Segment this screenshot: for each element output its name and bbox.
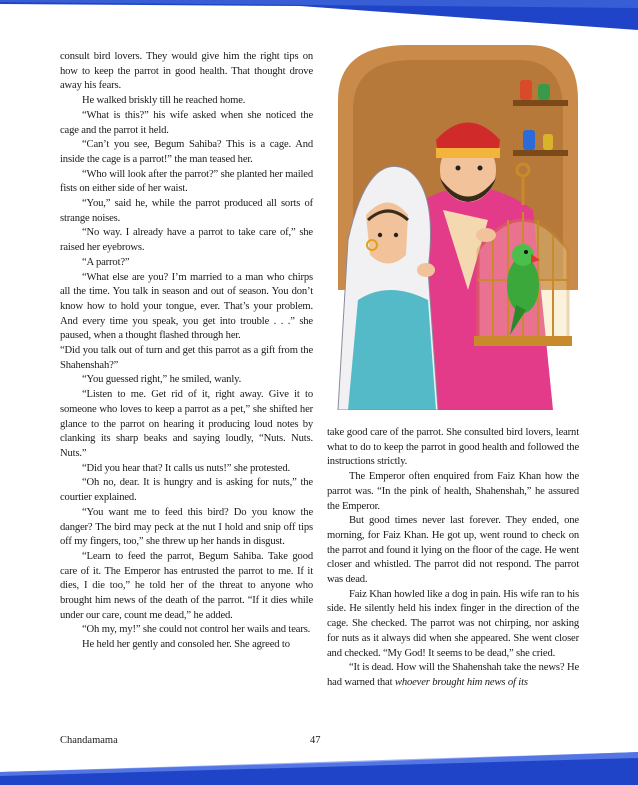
paragraph: “Learn to feed the parrot, Begum Sahiba. Take good care of it. The Emperor has entrusted the parrot to me. If it dies, I die too,” he told her of the threat to anyone who brought him news of the death of the parrot. “If it dies while under our care, count me dead,” he added. <box>60 550 313 621</box>
paragraph: “What is this?” his wife asked when she noticed the cage and the parrot it held. <box>60 109 313 136</box>
paragraph: consult bird lovers. They would give him the right tips on how to keep the parrot in good health. That thought drove away his fears. <box>60 51 313 92</box>
paragraph: The Emperor often enquired from Faiz Khan how the parrot was. “In the pink of health, Shahenshah,” he assured the Emperor. <box>327 471 579 512</box>
paragraph: Faiz Khan howled like a dog in pain. His wife ran to his side. He silently held his index finger in the direction of the cage. She checked. The parrot was not chirping, nor asking for nuts as it always did when she appeared. She went closer and checked. “My God! It seems to be dead,” she cried. <box>327 588 579 659</box>
jar-icon <box>520 80 532 100</box>
paragraph: “A parrot?” <box>82 256 130 268</box>
left-text-column <box>60 50 313 653</box>
paragraph <box>327 661 579 690</box>
paragraph: He held her gently and consoled her. She agreed to <box>82 639 290 651</box>
paragraph: “Can’t you see, Begum Sahiba? This is a cage. And inside the cage is a parrot!” the man teased her. <box>60 139 313 165</box>
paragraph: “Oh no, dear. It is hungry and is asking for nuts,” the courtier explained. <box>60 477 313 504</box>
paragraph: “What else are you? I’m married to a man who chirps all the time. You talk in season and out of season. You don’t know how to hold your tongue, ever. That’s your problem. And every time you speak, you get into trouble . . .” she paused, when a thought flashed through her. <box>60 271 313 342</box>
bottom-decorative-band <box>0 752 638 785</box>
paragraph: “Did you hear that? It calls us nuts!” she protested. <box>82 462 290 474</box>
top-decorative-band <box>0 0 638 30</box>
paragraph: “You guessed right,” he smiled, wanly. <box>82 374 242 386</box>
magazine-name: Chandamama <box>60 735 118 746</box>
paragraph: “Did you talk out of turn and get this parrot as a gift from the Shahenshah?” <box>60 345 313 371</box>
italic-text: whoever brought him news of its <box>394 676 528 688</box>
page-number: 47 <box>310 735 321 746</box>
paragraph-text: “It is dead. How will the Shahenshah take the news? He had warned that <box>327 662 579 688</box>
paragraph: He walked briskly till he reached home. <box>82 95 246 107</box>
paragraph: “You want me to feed this bird? Do you know the danger? The bird may peck at the nut I hold and snip off tips off my fingers, too,” she threw up her hands in disgust. <box>60 506 313 548</box>
jar-icon <box>538 84 550 100</box>
paragraph: But good times never last forever. They ended, one morning, for Faiz Khan. He got up, went round to check on the parrot and found it lying on the floor of the cage. He went closer and whistled. The parrot did not respond. The parrot was dead. <box>327 515 579 586</box>
paragraph: “Oh my, my!” she could not control her wails and tears. <box>82 624 311 636</box>
paragraph: “You,” said he, while the parrot produced all sorts of strange noises. <box>60 198 313 224</box>
story-illustration <box>328 40 586 410</box>
paragraph: take good care of the parrot. She consulted bird lovers, learnt what to do to keep the parrot in good health and followed the instructions strictly. <box>327 427 579 468</box>
paragraph: “Who will look after the parrot?” she planted her mailed fists on either side of her waist. <box>60 168 313 195</box>
paragraph: “Listen to me. Get rid of it, right away. Give it to someone who loves to keep a parrot as a pet,” she shifted her glance to the parrot on hearing it producing loud notes by clanking its sharp beaks and saying loudly, “Nuts. Nuts. Nuts.” <box>60 389 313 459</box>
paragraph: “No way. I already have a parrot to take care of,” she raised her eyebrows. <box>60 227 313 254</box>
right-text-column <box>327 426 579 691</box>
